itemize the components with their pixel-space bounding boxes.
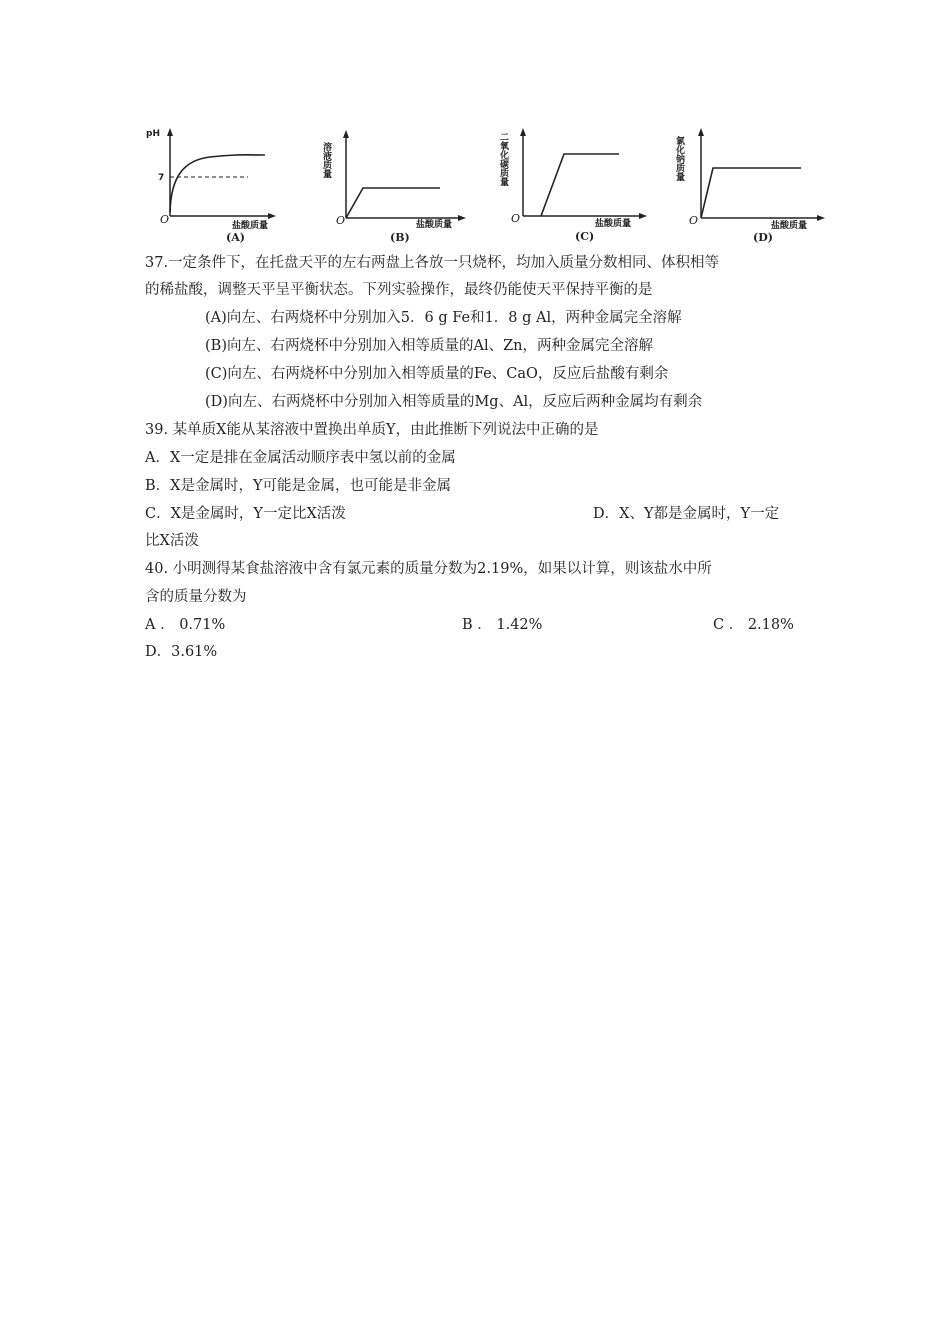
graph-c-caption: (C) xyxy=(575,230,595,243)
graph-b-caption: (B) xyxy=(390,231,410,244)
graph-b-ylabel xyxy=(321,141,332,179)
graph-d-line xyxy=(701,168,801,218)
graph-b xyxy=(320,120,470,245)
q39-stem: 39. 某单质X能从某溶液中置换出单质Y，由此推断下列说法中正确的是 xyxy=(145,422,599,438)
graph-c-line xyxy=(541,154,619,216)
graph-b-line xyxy=(346,188,440,218)
q40-option-b: B ． 1.42% xyxy=(462,617,543,633)
graph-c-origin: O xyxy=(511,212,521,225)
graph-b-y-arrow xyxy=(343,130,349,138)
svg-text:氯化钠质量: 氯化钠质量 xyxy=(674,136,684,181)
graph-a-y-arrow xyxy=(167,128,173,136)
q40-stem-line2: 含的质量分数为 xyxy=(145,589,247,605)
q37-option-c: (C)向左、右两烧杯中分别加入相等质量的Fe、CaO，反应后盐酸有剩余 xyxy=(205,366,669,382)
graph-a-mark7: 7 xyxy=(158,173,165,183)
graph-a-caption: (A) xyxy=(226,231,245,244)
q39-option-c: C．X是金属时，Y一定比X活泼 xyxy=(145,506,346,522)
q40-option-d: D．3.61% xyxy=(145,644,218,660)
graph-a-origin: O xyxy=(160,213,170,226)
q39-option-d-line2: 比X活泼 xyxy=(145,533,199,549)
q40-option-a: A ． 0.71% xyxy=(145,617,226,633)
graph-d-origin: O xyxy=(689,214,699,227)
svg-text:二氧化碳质量: 二氧化碳质量 xyxy=(498,132,508,186)
graph-a-ylabel: pH xyxy=(146,129,160,139)
graph-c-x-arrow xyxy=(639,213,647,219)
graph-d-x-arrow xyxy=(817,215,825,221)
graph-a-xlabel: 盐酸质量 xyxy=(232,221,269,231)
graph-c-ylabel xyxy=(498,132,510,187)
graph-c-y-arrow xyxy=(520,128,526,136)
q40-option-c: C ． 2.18% xyxy=(713,617,794,633)
graph-a-curve xyxy=(170,155,265,212)
graph-a-x-arrow xyxy=(268,213,276,219)
q39-option-b: B．X是金属时，Y可能是金属，也可能是非金属 xyxy=(145,478,452,494)
graph-b-x-arrow xyxy=(458,215,466,221)
q37-stem-line1: 37.一定条件下，在托盘天平的左右两盘上各放一只烧杯，均加入质量分数相同、体积相等 xyxy=(145,255,720,271)
graph-a xyxy=(140,120,280,245)
q37-stem-line2: 的稀盐酸，调整天平呈平衡状态。下列实验操作，最终仍能使天平保持平衡的是 xyxy=(145,282,653,298)
graph-b-xlabel: 盐酸质量 xyxy=(416,220,453,230)
q40-stem-line1: 40. 小明测得某食盐溶液中含有氯元素的质量分数为2.19%，如果以计算，则该盐水中所 xyxy=(145,561,712,577)
svg-text:溶液质量: 溶液质量 xyxy=(321,142,331,178)
graph-c-xlabel: 盐酸质量 xyxy=(595,219,632,229)
graphs-row xyxy=(140,120,830,245)
q39-option-a: A．X一定是排在金属活动顺序表中氢以前的金属 xyxy=(145,450,456,466)
graph-d-caption: (D) xyxy=(753,231,773,244)
graph-b-origin: O xyxy=(336,214,346,227)
graph-d-y-arrow xyxy=(698,128,704,136)
q37-option-d: (D)向左、右两烧杯中分别加入相等质量的Mg、Al，反应后两种金属均有剩余 xyxy=(205,394,703,410)
graph-d xyxy=(673,120,830,245)
graph-d-ylabel xyxy=(674,135,686,182)
q37-option-a: (A)向左、右两烧杯中分别加入5．6 g Fe和1．8 g Al，两种金属完全溶解 xyxy=(205,310,682,326)
q37-option-b: (B)向左、右两烧杯中分别加入相等质量的Al、Zn，两种金属完全溶解 xyxy=(205,338,653,354)
graph-c xyxy=(497,120,652,245)
q39-option-d-line1: D．X、Y都是金属时，Y一定 xyxy=(593,506,780,522)
graph-d-xlabel: 盐酸质量 xyxy=(771,221,808,231)
